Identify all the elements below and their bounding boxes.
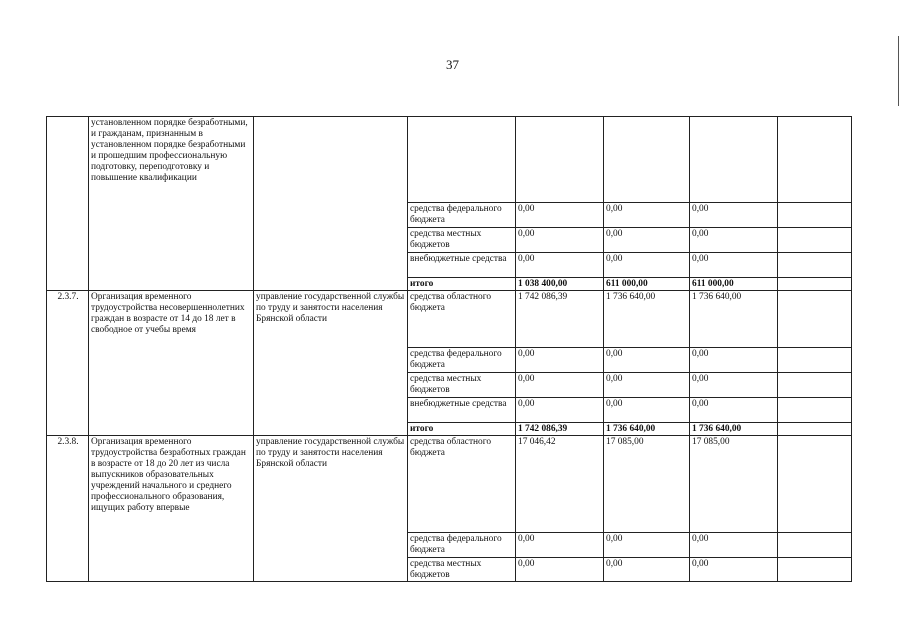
empty-cell: [778, 228, 852, 253]
funding-source-cell: внебюджетные средства: [408, 253, 516, 278]
empty-cell: [778, 436, 852, 533]
value-cell: 17 085,00: [604, 436, 690, 533]
value-cell: 1 736 640,00: [690, 291, 778, 348]
scan-edge-mark: [898, 36, 899, 106]
value-cell: 0,00: [690, 253, 778, 278]
total-value-cell: 1 742 086,39: [516, 423, 604, 436]
item-number-cell: 2.3.7.: [47, 291, 89, 436]
empty-cell: [778, 203, 852, 228]
total-value-cell: 1 736 640,00: [604, 423, 690, 436]
value-cell: 0,00: [516, 533, 604, 558]
value-cell: 0,00: [690, 203, 778, 228]
total-label-cell: итого: [408, 278, 516, 291]
funding-source-cell: средства федерального бюджета: [408, 533, 516, 558]
funding-source-cell: средства федерального бюджета: [408, 348, 516, 373]
value-cell: 0,00: [690, 533, 778, 558]
empty-cell: [778, 278, 852, 291]
table-row: [47, 291, 852, 348]
value-cell: 0,00: [604, 533, 690, 558]
funding-source-cell: средства федерального бюджета: [408, 203, 516, 228]
total-value-cell: 1 736 640,00: [690, 423, 778, 436]
value-cell: 0,00: [516, 253, 604, 278]
item-executor-cell: [254, 117, 408, 291]
item-number-cell: [47, 117, 89, 291]
empty-cell: [778, 558, 852, 582]
value-cell: 0,00: [516, 558, 604, 582]
funding-source-cell: средства областного бюджета: [408, 291, 516, 348]
item-description-cell: Организация временного трудоустройства несовершеннолетних граждан в возрасте от 14 до 18 лет в свободное от учебы время: [89, 291, 254, 436]
value-cell: 0,00: [690, 373, 778, 398]
item-executor-cell: управление государственной службы по труду и занятости населения Брянской области: [254, 291, 408, 436]
funding-source-cell: внебюджетные средства: [408, 398, 516, 423]
value-cell: 0,00: [516, 373, 604, 398]
value-cell: [516, 117, 604, 203]
funding-source-cell: средства областного бюджета: [408, 436, 516, 533]
value-cell: 17 085,00: [690, 436, 778, 533]
empty-cell: [778, 398, 852, 423]
value-cell: 17 046,42: [516, 436, 604, 533]
value-cell: 0,00: [690, 228, 778, 253]
value-cell: 0,00: [690, 348, 778, 373]
total-value-cell: 1 038 400,00: [516, 278, 604, 291]
funding-source-cell: [408, 117, 516, 203]
empty-cell: [778, 253, 852, 278]
item-executor-cell: управление государственной службы по труду и занятости населения Брянской области: [254, 436, 408, 582]
value-cell: 1 736 640,00: [604, 291, 690, 348]
value-cell: 0,00: [690, 398, 778, 423]
page-number: 37: [446, 57, 459, 72]
value-cell: [604, 117, 690, 203]
value-cell: 0,00: [604, 348, 690, 373]
value-cell: 0,00: [604, 203, 690, 228]
empty-cell: [778, 291, 852, 348]
funding-source-cell: средства местных бюджетов: [408, 558, 516, 582]
value-cell: [690, 117, 778, 203]
empty-cell: [778, 373, 852, 398]
funding-source-cell: средства местных бюджетов: [408, 373, 516, 398]
value-cell: 0,00: [604, 228, 690, 253]
empty-cell: [778, 117, 852, 203]
value-cell: 0,00: [604, 398, 690, 423]
total-value-cell: 611 000,00: [690, 278, 778, 291]
table-row: [47, 436, 852, 533]
table-row: [47, 117, 852, 203]
empty-cell: [778, 348, 852, 373]
total-label-cell: итого: [408, 423, 516, 436]
value-cell: 0,00: [604, 558, 690, 582]
empty-cell: [778, 533, 852, 558]
value-cell: 0,00: [516, 228, 604, 253]
item-description-cell: установленном порядке безработными, и гражданам, признанным в установленном порядке безработными и прошедшим профессиональную подготовку, переподготовку и повышение квалификации: [89, 117, 254, 291]
value-cell: 0,00: [690, 558, 778, 582]
empty-cell: [778, 423, 852, 436]
total-value-cell: 611 000,00: [604, 278, 690, 291]
budget-table: [46, 116, 852, 582]
item-description-cell: Организация временного трудоустройства безработных граждан в возрасте от 18 до 20 лет из числа выпускников образовательных учреждений начального и среднего профессионального образования, ищущих работу впервые: [89, 436, 254, 582]
value-cell: 0,00: [516, 203, 604, 228]
value-cell: 0,00: [516, 348, 604, 373]
value-cell: 0,00: [604, 253, 690, 278]
funding-source-cell: средства местных бюджетов: [408, 228, 516, 253]
value-cell: 0,00: [516, 398, 604, 423]
value-cell: 1 742 086,39: [516, 291, 604, 348]
value-cell: 0,00: [604, 373, 690, 398]
item-number-cell: 2.3.8.: [47, 436, 89, 582]
